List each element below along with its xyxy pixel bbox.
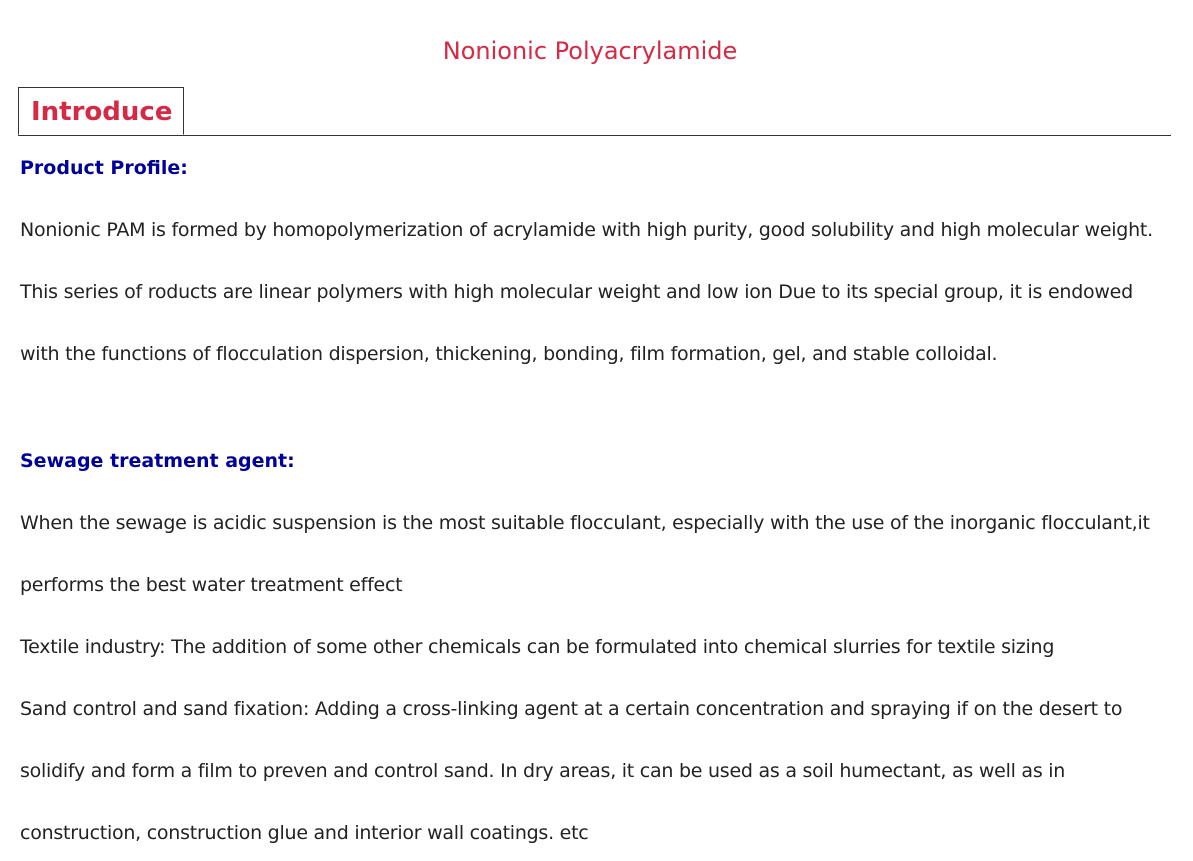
paragraph-line: Textile industry: The addition of some other chemicals can be formulated into chemical slurries for textile sizing	[20, 636, 1055, 658]
paragraph-line: This series of roducts are linear polymers with high molecular weight and low ion Due to its special group, it is endowed	[20, 281, 1133, 303]
tab-introduce[interactable]: Introduce	[18, 87, 184, 135]
page-title: Nonionic Polyacrylamide	[442, 37, 738, 65]
paragraph-line: Nonionic PAM is formed by homopolymerization of acrylamide with high purity, good solubility and high molecular weight.	[20, 219, 1153, 241]
section-heading-sewage-treatment: Sewage treatment agent:	[20, 450, 295, 472]
paragraph-line: performs the best water treatment effect	[20, 574, 403, 596]
paragraph-line: with the functions of flocculation dispersion, thickening, bonding, film formation, gel, and stable colloidal.	[20, 343, 998, 365]
paragraph-line: When the sewage is acidic suspension is the most suitable flocculant, especially with the use of the inorganic flocculant,it	[20, 512, 1150, 534]
tab-bar	[18, 87, 1171, 136]
section-heading-product-profile: Product Profile:	[20, 157, 188, 179]
paragraph-line: solidify and form a film to preven and control sand. In dry areas, it can be used as a soil humectant, as well as in	[20, 760, 1066, 782]
paragraph-line: Sand control and sand fixation: Adding a cross-linking agent at a certain concentration and spraying if on the desert to	[20, 698, 1123, 720]
paragraph-line: construction, construction glue and interior wall coatings. etc	[20, 822, 589, 844]
